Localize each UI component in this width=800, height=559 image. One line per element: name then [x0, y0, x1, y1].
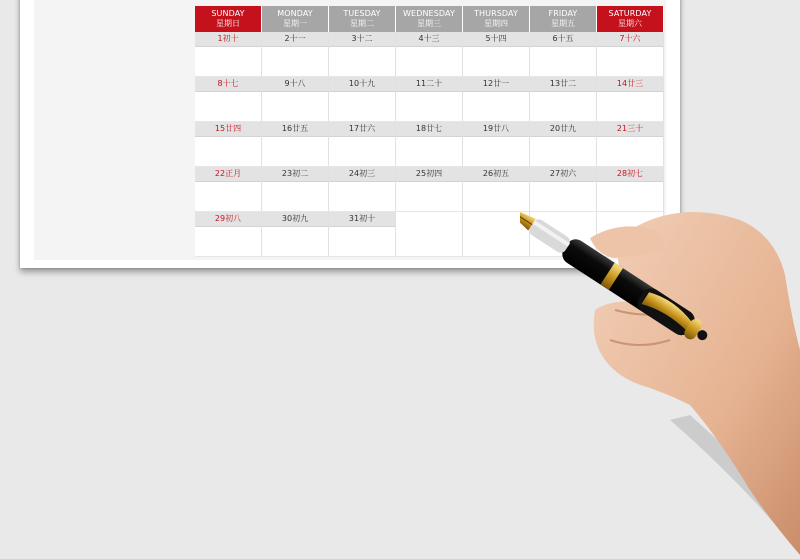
day-notes-area[interactable]: [195, 137, 261, 166]
weekday-cn: 星期五: [551, 19, 575, 28]
weekday-en: WEDNESDAY: [403, 9, 455, 18]
weekday-header-wednesday: [396, 6, 463, 32]
day-cell-empty: [396, 212, 463, 257]
day-cell[interactable]: [329, 167, 396, 212]
day-label: 12廿一: [463, 77, 529, 92]
day-notes-area[interactable]: [530, 137, 596, 166]
day-notes-area[interactable]: [530, 47, 596, 76]
day-notes-area: [396, 226, 462, 255]
weekday-cn: 星期二: [350, 19, 374, 28]
day-cell[interactable]: [329, 32, 396, 77]
day-cell[interactable]: [329, 77, 396, 122]
hand-with-pen-illustration: [520, 190, 800, 555]
day-label: 20廿九: [530, 122, 596, 137]
day-notes-area[interactable]: [597, 137, 663, 166]
day-notes-area[interactable]: [195, 92, 261, 121]
weekday-header-saturday: [597, 6, 664, 32]
day-cell[interactable]: [262, 77, 329, 122]
day-cell[interactable]: [195, 32, 262, 77]
day-label: 30初九: [262, 212, 328, 227]
day-label: 26初五: [463, 167, 529, 182]
day-notes-area[interactable]: [195, 182, 261, 211]
day-label: 19廿八: [463, 122, 529, 137]
day-cell[interactable]: [329, 122, 396, 167]
weekday-cn: 星期四: [484, 19, 508, 28]
weekday-header-tuesday: [329, 6, 396, 32]
day-notes-area[interactable]: [329, 182, 395, 211]
day-notes-area[interactable]: [396, 92, 462, 121]
weekday-en: TUESDAY: [343, 9, 381, 18]
day-cell[interactable]: [597, 122, 664, 167]
day-label: 3十二: [329, 32, 395, 47]
day-notes-area[interactable]: [597, 47, 663, 76]
day-label: 18廿七: [396, 122, 462, 137]
day-label: 1初十: [195, 32, 261, 47]
day-label: 21三十: [597, 122, 663, 137]
day-label: 29初八: [195, 212, 261, 227]
weekday-header-sunday: [195, 6, 262, 32]
day-label: 16廿五: [262, 122, 328, 137]
day-cell[interactable]: [597, 77, 664, 122]
day-label: 15廿四: [195, 122, 261, 137]
day-notes-area[interactable]: [262, 47, 328, 76]
day-cell[interactable]: [262, 167, 329, 212]
day-cell[interactable]: [195, 167, 262, 212]
day-label: 14廿三: [597, 77, 663, 92]
day-label: 5十四: [463, 32, 529, 47]
day-cell[interactable]: [463, 32, 530, 77]
day-notes-area[interactable]: [463, 47, 529, 76]
day-label: 13廿二: [530, 77, 596, 92]
day-cell[interactable]: [597, 32, 664, 77]
day-cell[interactable]: [262, 122, 329, 167]
day-cell[interactable]: [329, 212, 396, 257]
weekday-cn: 星期六: [618, 19, 642, 28]
weekday-en: THURSDAY: [474, 9, 518, 18]
weekday-cn: 星期日: [216, 19, 240, 28]
day-notes-area[interactable]: [396, 182, 462, 211]
day-notes-area[interactable]: [530, 92, 596, 121]
day-cell[interactable]: [262, 212, 329, 257]
day-label: 28初七: [597, 167, 663, 182]
fountain-pen-icon: [520, 190, 800, 555]
weekday-header-thursday: [463, 6, 530, 32]
weekday-cn: 星期三: [417, 19, 441, 28]
day-label: 23初二: [262, 167, 328, 182]
day-notes-area[interactable]: [195, 227, 261, 256]
day-notes-area[interactable]: [396, 137, 462, 166]
day-label: 11二十: [396, 77, 462, 92]
day-label: 27初六: [530, 167, 596, 182]
day-label: 4十三: [396, 32, 462, 47]
day-cell[interactable]: [463, 77, 530, 122]
day-cell[interactable]: [195, 122, 262, 167]
day-notes-area[interactable]: [597, 92, 663, 121]
day-cell[interactable]: [530, 32, 597, 77]
day-label: 6十五: [530, 32, 596, 47]
day-cell[interactable]: [262, 32, 329, 77]
day-cell[interactable]: [530, 77, 597, 122]
day-cell[interactable]: [396, 77, 463, 122]
day-notes-area[interactable]: [329, 227, 395, 256]
day-label: 2十一: [262, 32, 328, 47]
day-notes-area[interactable]: [262, 92, 328, 121]
weekday-cn: 星期一: [283, 19, 307, 28]
day-label: 8十七: [195, 77, 261, 92]
weekday-en: SATURDAY: [608, 9, 652, 18]
day-notes-area[interactable]: [463, 92, 529, 121]
day-label: [396, 212, 462, 226]
day-cell[interactable]: [195, 77, 262, 122]
day-notes-area[interactable]: [262, 182, 328, 211]
day-label: 25初四: [396, 167, 462, 182]
day-notes-area[interactable]: [463, 137, 529, 166]
day-cell[interactable]: [396, 122, 463, 167]
weekday-en: MONDAY: [277, 9, 313, 18]
day-notes-area[interactable]: [329, 137, 395, 166]
day-notes-area[interactable]: [396, 47, 462, 76]
day-label: 22正月: [195, 167, 261, 182]
weekday-header-monday: [262, 6, 329, 32]
day-cell[interactable]: [530, 122, 597, 167]
day-notes-area[interactable]: [262, 227, 328, 256]
day-label: 9十八: [262, 77, 328, 92]
day-label: 7十六: [597, 32, 663, 47]
day-notes-area[interactable]: [195, 47, 261, 76]
day-label: 31初十: [329, 212, 395, 227]
day-cell[interactable]: [463, 122, 530, 167]
day-cell[interactable]: [195, 212, 262, 257]
day-label: 17廿六: [329, 122, 395, 137]
day-notes-area[interactable]: [329, 47, 395, 76]
day-notes-area[interactable]: [329, 92, 395, 121]
weekday-en: SUNDAY: [211, 9, 245, 18]
day-cell[interactable]: [396, 167, 463, 212]
day-label: 10十九: [329, 77, 395, 92]
weekday-en: FRIDAY: [548, 9, 578, 18]
weekday-header-friday: [530, 6, 597, 32]
day-label: 24初三: [329, 167, 395, 182]
day-cell[interactable]: [396, 32, 463, 77]
day-notes-area[interactable]: [262, 137, 328, 166]
